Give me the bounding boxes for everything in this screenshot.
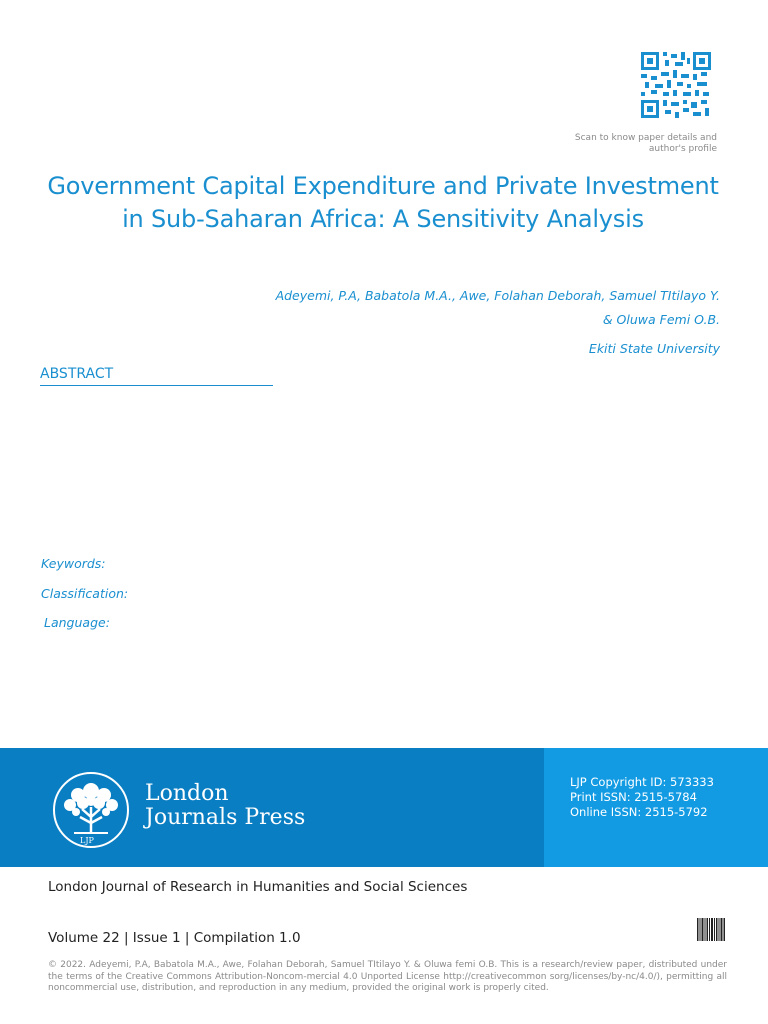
svg-text:LJP: LJP [80,836,94,845]
abstract-heading: ABSTRACT [40,366,273,386]
barcode-icon [697,918,725,941]
print-issn: Print ISSN: 2515-5784 [570,790,697,804]
qr-caption: Scan to know paper details and author's profile [574,133,717,154]
journal-name: London Journal of Research in Humanities and Social Sciences [48,879,468,895]
online-issn: Online ISSN: 2515-5792 [570,805,708,819]
keywords-label: Keywords: [41,556,106,571]
authors [200,284,720,332]
publisher-ids [570,775,714,820]
qr-code-icon [641,52,711,118]
authors-line-1: Adeyemi, P.A, Babatola M.A., Awe, Folahan Deborah, Samuel TItilayo Y. [275,288,720,303]
affiliation: Ekiti State University [588,341,720,356]
copyright-id: LJP Copyright ID: 573333 [570,775,714,789]
paper-title: Government Capital Expenditure and Private Investment in Sub-Saharan Africa: A Sensitivity Analysis [47,172,719,233]
tree-logo-icon [50,771,134,849]
publisher-name-line-1: London [145,781,229,806]
language-label: Language: [44,615,110,630]
classification-label: Classification: [41,586,129,601]
publisher-name-line-2: Journals Press [145,805,306,830]
publisher-name [145,782,305,830]
volume-line: Volume 22 | Issue 1 | Compilation 1.0 [48,930,301,946]
authors-line-2: & Oluwa Femi O.B. [602,312,720,327]
license-text: © 2022. Adeyemi, P.A, Babatola M.A., Awe, Folahan Deborah, Samuel TItilayo Y. & Oluwa femi O.B. This is a research/review paper, distributed under the terms of the Creative Commons Attribution-Noncom-mercial 4.0 Unported License http://creativecommon sorg/licenses/by-nc/4.0/), permitting all noncommercial use, distribution, and reproduction in any medium, provided the original work is properly cited. [48,960,727,993]
